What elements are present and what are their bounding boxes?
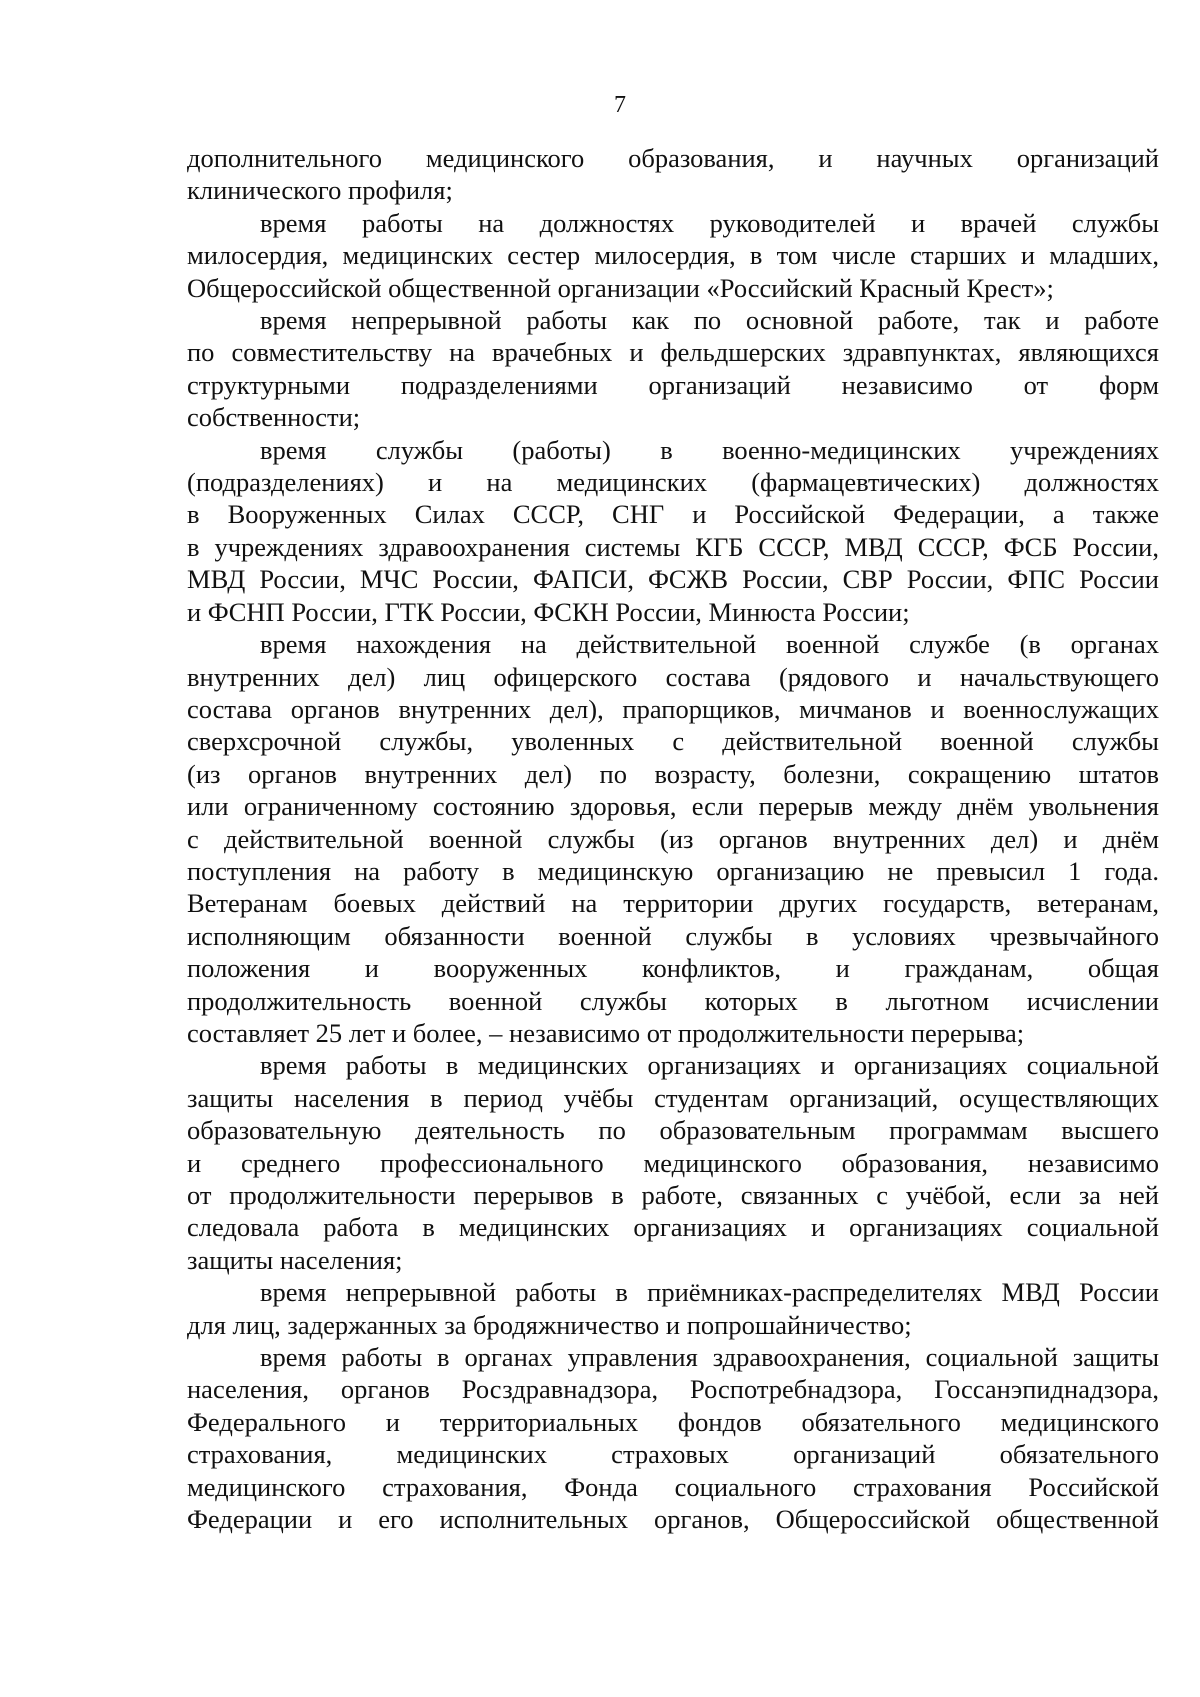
text-line: поступления на работу в медицинскую организацию не превысил 1 года. bbox=[187, 855, 1159, 886]
paragraph-1 bbox=[187, 142, 1159, 207]
text-line: защиты населения; bbox=[187, 1244, 403, 1275]
text-line: составляет 25 лет и более, – независимо от продолжительности перерыва; bbox=[187, 1017, 1025, 1048]
text-line: в Вооруженных Силах СССР, СНГ и Российской Федерации, а также bbox=[187, 499, 1159, 530]
text-line: дополнительного медицинского образования, и научных организаций bbox=[187, 143, 1159, 173]
text-line: и среднего профессионального медицинского образования, независимо bbox=[187, 1147, 1159, 1178]
text-line: в учреждениях здравоохранения системы КГБ СССР, МВД СССР, ФСБ России, bbox=[187, 531, 1159, 562]
paragraph-2 bbox=[187, 207, 1159, 304]
text-line: продолжительность военной службы которых в льготном исчислении bbox=[187, 985, 1159, 1016]
paragraph-5 bbox=[187, 628, 1159, 1049]
text-line: время непрерывной работы как по основной работе, так и работе bbox=[260, 305, 1159, 336]
text-line: и ФСНП России, ГТК России, ФСКН России, Минюста России; bbox=[187, 596, 910, 627]
text-line: от продолжительности перерывов в работе, связанных с учёбой, если за ней bbox=[187, 1180, 1159, 1210]
text-line: Ветеранам боевых действий на территории других государств, ветеранам, bbox=[187, 888, 1159, 919]
paragraph-4 bbox=[187, 434, 1159, 628]
text-line: время работы на должностях руководителей и врачей службы bbox=[260, 207, 1159, 238]
text-line: время непрерывной работы в приёмниках-распределителях МВД России bbox=[260, 1277, 1159, 1308]
text-line: медицинского страхования, Фонда социального страхования Российской bbox=[187, 1471, 1159, 1502]
document-body bbox=[187, 142, 1159, 1535]
text-line: населения, органов Росздравнадзора, Роспотребнадзора, Госсанэпиднадзора, bbox=[187, 1374, 1159, 1405]
paragraph-7 bbox=[187, 1276, 1159, 1341]
paragraph-6 bbox=[187, 1049, 1159, 1276]
paragraph-3 bbox=[187, 304, 1159, 434]
paragraph-8 bbox=[187, 1341, 1159, 1535]
text-line: время службы (работы) в военно-медицинских учреждениях bbox=[260, 434, 1159, 465]
text-line: собственности; bbox=[187, 402, 361, 433]
text-line: положения и вооруженных конфликтов, и гражданам, общая bbox=[187, 953, 1159, 984]
text-line: исполняющим обязанности военной службы в условиях чрезвычайного bbox=[187, 920, 1159, 951]
text-line: образовательную деятельность по образовательным программам высшего bbox=[187, 1115, 1159, 1146]
text-line: время работы в органах управления здравоохранения, социальной защиты bbox=[260, 1342, 1159, 1373]
text-line: время работы в медицинских организациях и организациях социальной bbox=[260, 1050, 1159, 1081]
text-line: внутренних дел) лиц офицерского состава (рядового и начальствующего bbox=[187, 661, 1159, 692]
text-line: для лиц, задержанных за бродяжничество и попрошайничество; bbox=[187, 1309, 912, 1340]
text-line: сверхсрочной службы, уволенных с действительной военной службы bbox=[187, 726, 1159, 757]
text-line: или ограниченному состоянию здоровья, если перерыв между днём увольнения bbox=[187, 791, 1159, 822]
text-line: время нахождения на действительной военной службе (в органах bbox=[260, 629, 1159, 660]
text-line: (подразделениях) и на медицинских (фармацевтических) должностях bbox=[187, 467, 1159, 498]
text-line: Общероссийской общественной организации «Российский Красный Крест»; bbox=[187, 272, 1054, 303]
text-line: страхования, медицинских страховых организаций обязательного bbox=[187, 1439, 1159, 1470]
text-line: Федерального и территориальных фондов обязательного медицинского bbox=[187, 1406, 1159, 1437]
text-line: с действительной военной службы (из органов внутренних дел) и днём bbox=[187, 823, 1159, 854]
text-line: защиты населения в период учёбы студентам организаций, осуществляющих bbox=[187, 1082, 1159, 1113]
text-line: следовала работа в медицинских организациях и организациях социальной bbox=[187, 1212, 1159, 1243]
text-line: МВД России, МЧС России, ФАПСИ, ФСЖВ России, СВР России, ФПС России bbox=[187, 564, 1159, 595]
text-line: по совместительству на врачебных и фельдшерских здравпунктах, являющихся bbox=[187, 337, 1159, 368]
text-line: клинического профиля; bbox=[187, 175, 453, 206]
text-line: Федерации и его исполнительных органов, Общероссийской общественной bbox=[187, 1504, 1159, 1535]
text-line: структурными подразделениями организаций независимо от форм bbox=[187, 369, 1159, 400]
text-line: (из органов внутренних дел) по возрасту, болезни, сокращению штатов bbox=[187, 758, 1159, 789]
page-number: 7 bbox=[614, 92, 626, 118]
text-line: милосердия, медицинских сестер милосердия, в том числе старших и младших, bbox=[187, 240, 1159, 271]
text-line: состава органов внутренних дел), прапорщиков, мичманов и военнослужащих bbox=[187, 693, 1159, 724]
